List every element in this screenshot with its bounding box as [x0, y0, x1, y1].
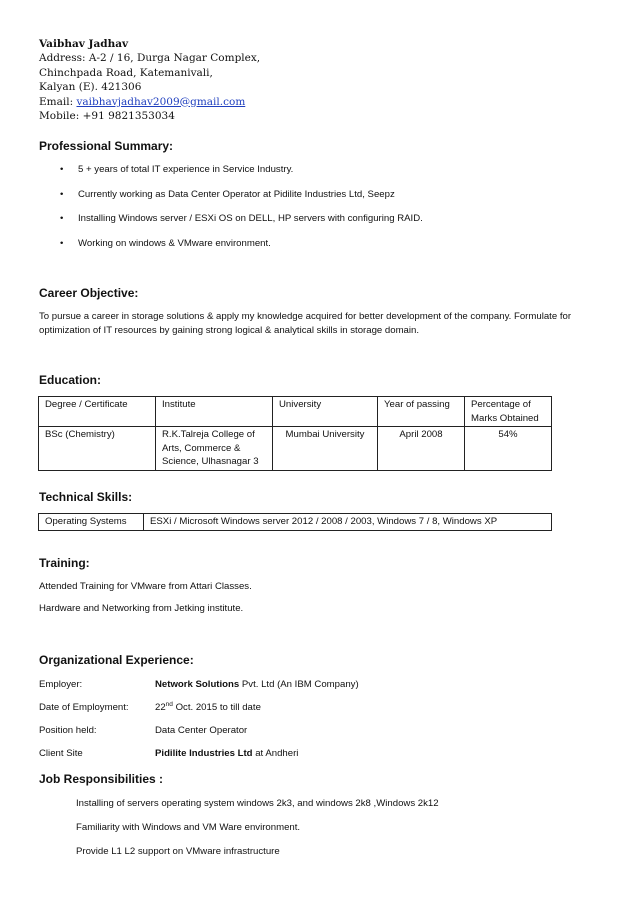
- education-heading: Education:: [39, 373, 101, 387]
- column-header: Institute: [156, 397, 273, 427]
- list-item: • 5 + years of total IT experience in Service Industry.: [60, 164, 294, 175]
- column-header: Year of passing: [378, 397, 465, 427]
- table-cell: Mumbai University: [273, 427, 378, 471]
- candidate-name: Vaibhav Jadhav: [39, 38, 129, 50]
- table-cell: April 2008: [378, 427, 465, 471]
- organizational-experience-heading: Organizational Experience:: [39, 653, 194, 667]
- mobile-line: Mobile: +91 9821353034: [39, 110, 175, 123]
- client-site-label: Client Site: [39, 748, 83, 759]
- contact-block: [39, 37, 459, 123]
- list-item: • Currently working as Data Center Operator at Pidilite Industries Ltd, Seepz: [60, 188, 395, 200]
- professional-summary-heading: Professional Summary:: [39, 139, 174, 153]
- responsibility-item: Installing of servers operating system windows 2k3, and windows 2k8 ,Windows 2k12: [76, 798, 439, 809]
- email-link[interactable]: vaibhavjadhav2009@gmail.com: [76, 95, 246, 108]
- employment-date-value: 22nd Oct. 2015 to till date: [155, 700, 261, 713]
- column-header: University: [273, 397, 378, 427]
- training-heading: Training:: [39, 556, 90, 570]
- bullet-icon: •: [60, 237, 64, 249]
- career-objective-text: To pursue a career in storage solutions & apply my knowledge acquired for better development of the company. Formulate for optimization of IT resources by gaining strong logical & analytical skills in storage domain.: [39, 311, 572, 336]
- training-item: Attended Training for VMware from Attari Classes.: [39, 581, 252, 592]
- address-line-1: Address: A-2 / 16, Durga Nagar Complex,: [39, 52, 261, 65]
- table-row: [39, 427, 552, 471]
- table-header-row: [39, 397, 552, 427]
- technical-skills-table: [38, 513, 552, 531]
- position-value: Data Center Operator: [155, 725, 248, 736]
- professional-summary-list: [58, 163, 578, 261]
- table-row: [39, 514, 552, 531]
- bullet-icon: •: [60, 164, 64, 175]
- table-cell: R.K.Talreja College of Arts, Commerce & Science, Ulhasnagar 3: [156, 427, 273, 471]
- responsibility-item: Familiarity with Windows and VM Ware environment.: [76, 822, 301, 833]
- table-cell: ESXi / Microsoft Windows server 2012 / 2008 / 2003, Windows 7 / 8, Windows XP: [144, 514, 552, 531]
- career-objective-heading: Career Objective:: [39, 286, 139, 300]
- table-cell: BSc (Chemistry): [39, 427, 156, 471]
- bullet-icon: •: [60, 213, 64, 225]
- employment-date-label: Date of Employment:: [39, 702, 129, 713]
- column-header: Degree / Certificate: [39, 397, 156, 427]
- client-site-value: Pidilite Industries Ltd at Andheri: [155, 748, 299, 759]
- employer-label: Employer:: [39, 679, 83, 690]
- bullet-icon: •: [60, 188, 64, 200]
- address-line-2: Chinchpada Road, Katemanivali,: [39, 66, 213, 79]
- employer-value: Network Solutions Pvt. Ltd (An IBM Company): [155, 679, 359, 690]
- email-label: Email:: [39, 95, 77, 108]
- job-responsibilities-heading: Job Responsibilities :: [39, 772, 164, 786]
- training-item: Hardware and Networking from Jetking institute.: [39, 603, 244, 614]
- list-item: • Installing Windows server / ESXi OS on DELL, HP servers with configuring RAID.: [60, 213, 423, 225]
- address-line-3: Kalyan (E). 421306: [39, 81, 142, 94]
- education-table: [38, 396, 552, 471]
- position-label: Position held:: [39, 725, 97, 736]
- technical-skills-heading: Technical Skills:: [39, 490, 133, 504]
- email-line: [39, 95, 459, 109]
- responsibility-item: Provide L1 L2 support on VMware infrastructure: [76, 846, 280, 857]
- column-header: Percentage of Marks Obtained: [465, 397, 552, 427]
- table-cell: Operating Systems: [39, 514, 144, 531]
- list-item: • Working on windows & VMware environment.: [60, 237, 271, 249]
- table-cell: 54%: [465, 427, 552, 471]
